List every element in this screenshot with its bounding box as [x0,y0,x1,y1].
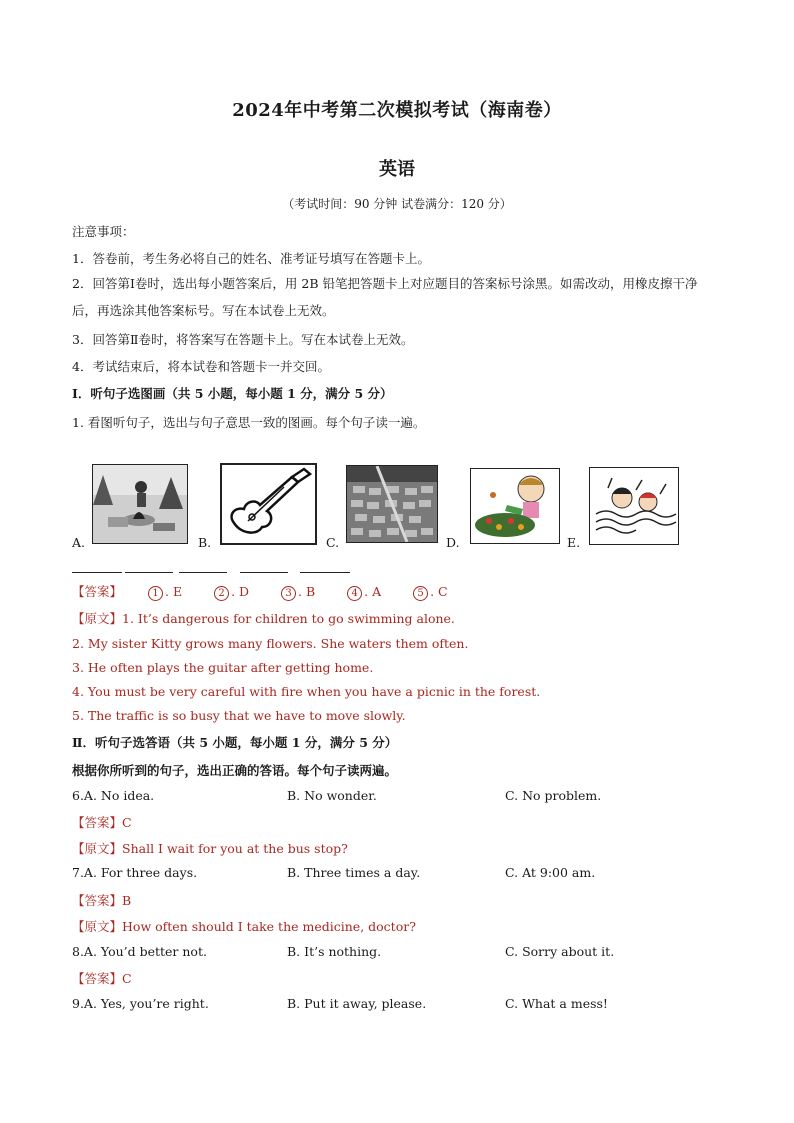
q9-option-c: C. What a mess! [505,996,608,1011]
q8-option-b: B. It’s nothing. [287,944,382,959]
note-item-1: 1．答卷前，考生务必将自己的姓名、准考证号填写在答题卡上。 [72,251,430,266]
original-line-5: 5. The traffic is so busy that we have to move slowly. [72,708,406,723]
q7-answer: 【答案】B [72,893,132,908]
answer-blank-3 [179,572,227,573]
exam-meta: （考试时间：90 分钟 试卷满分：120 分） [282,197,512,211]
original-tag: 【原文】 [72,611,123,626]
answer-blank-1 [72,572,122,573]
q6-original: 【原文】Shall I wait for you at the bus stop? [72,841,348,856]
q8-option-c: C. Sorry about it. [505,944,615,959]
answer-3: 3 . B [281,584,315,599]
q7-option-b: B. Three times a day. [287,865,421,880]
original-line-1: 【原文】1. It’s dangerous for children to go swimming alone. [72,611,455,626]
picture-label-e: E. [567,535,581,550]
answer-tag: 【答案】 [72,584,123,599]
section2-instruction: 根据你所听到的句子，选出正确的答语。每个句子读两遍。 [72,763,398,778]
subject-title: 英语 [379,159,415,180]
answer-1: 1 . E [148,584,182,599]
q6-option-c: C. No problem. [505,788,602,803]
section2-heading: Ⅱ．听句子选答语（共 5 小题，每小题 1 分，满分 5 分） [72,735,398,750]
q6-answer: 【答案】C [72,815,132,830]
q8-answer: 【答案】C [72,971,132,986]
picture-label-b: B. [198,535,212,550]
q6-option-a: 6.A. No idea. [72,788,155,803]
q9-option-b: B. Put it away, please. [287,996,427,1011]
answer-blank-5 [300,572,350,573]
section1-heading: Ⅰ．听句子选图画（共 5 小题，每小题 1 分，满分 5 分） [72,386,393,401]
guitar-picture [220,463,317,545]
q9-option-a: 9.A. Yes, you’re right. [72,996,209,1011]
children-drowning-picture [589,467,679,545]
answer-4: 4 . A [347,584,381,599]
picture-label-a: A. [72,535,86,550]
picture-label-d: D. [446,535,460,550]
traffic-jam-picture [346,465,438,543]
answer-5: 5 . C [413,584,448,599]
section1-instruction: 1. 看图听句子，选出与句子意思一致的图画。每个句子读一遍。 [72,415,426,430]
section1-answer-row [72,582,448,601]
q8-option-a: 8.A. You’d better not. [72,944,207,959]
girl-watering-flowers-picture [470,468,560,544]
answer-blank-4 [240,572,288,573]
q7-original: 【原文】How often should I take the medicine, doctor? [72,919,416,934]
original-line-3: 3. He often plays the guitar after getting home. [72,660,374,675]
q7-option-a: 7.A. For three days. [72,865,198,880]
answer-2: 2 . D [214,584,249,599]
notes-heading: 注意事项： [72,224,135,239]
original-line-4: 4. You must be very careful with fire when you have a picnic in the forest. [72,684,541,699]
q7-option-c: C. At 9:00 am. [505,865,596,880]
original-line-2: 2. My sister Kitty grows many flowers. She waters them often. [72,636,469,651]
picture-label-c: C. [326,535,340,550]
note-item-4: 4．考试结束后，将本试卷和答题卡一并交回。 [72,359,330,374]
q6-option-b: B. No wonder. [287,788,377,803]
picnic-fire-picture [92,464,188,544]
exam-title: 2024年中考第二次模拟考试（海南卷） [232,100,562,121]
answer-blank-2 [125,572,173,573]
note-item-3: 3．回答第Ⅱ卷时，将答案写在答题卡上。写在本试卷上无效。 [72,332,414,347]
note-item-2: 2．回答第Ⅰ卷时，选出每小题答案后，用 2B 铅笔把答题卡上对应题目的答案标号涂黑。如需改动，用橡皮擦干净后，再选涂其他答案标号。写在本试卷上无效。 [72,276,698,318]
